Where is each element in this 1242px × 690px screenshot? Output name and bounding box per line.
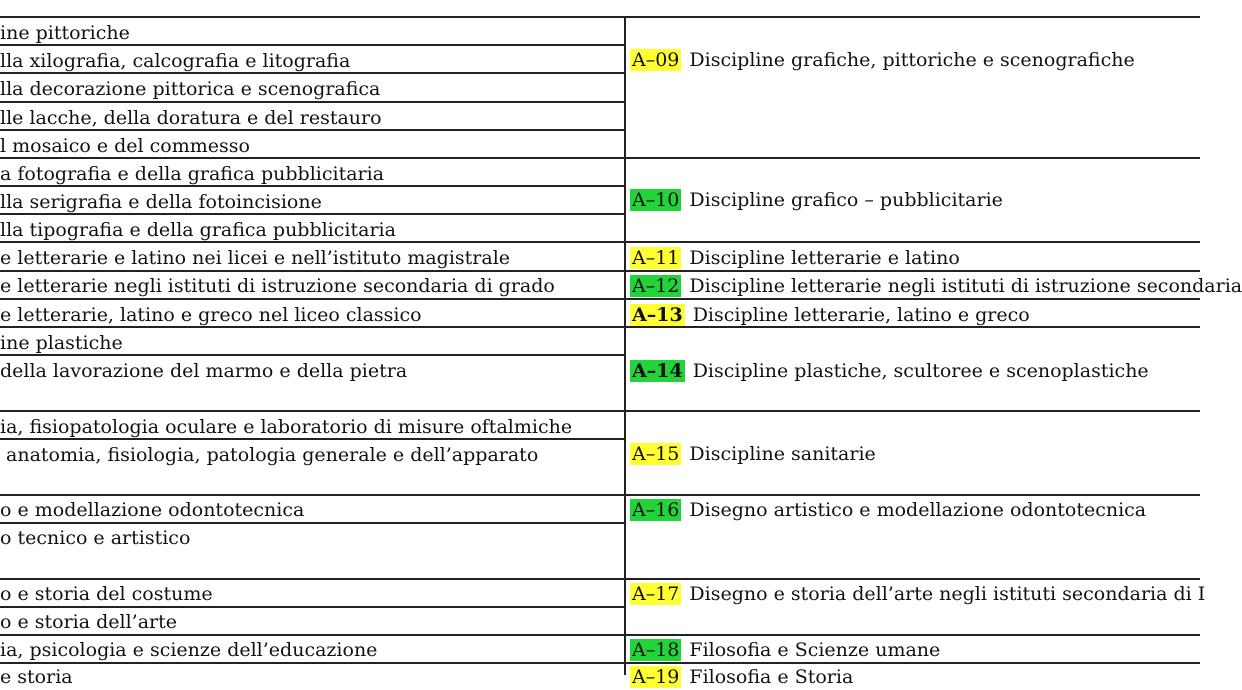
class-code: A–14: [632, 360, 683, 382]
column-divider: [624, 16, 626, 675]
left-row: o tecnico e artistico: [0, 527, 191, 549]
class-label: Discipline plastiche, scultoree e scenoplastiche: [692, 360, 1149, 382]
class-entry-a19: [630, 664, 1200, 690]
left-row: lla xilografia, calcografia e litografia: [0, 50, 351, 72]
left-row: o e modellazione odontotecnica: [0, 499, 305, 521]
left-row: e letterarie e latino nei licei e nell’istituto magistrale: [0, 247, 511, 269]
left-row: lla decorazione pittorica e scenografica: [0, 78, 381, 100]
class-code: A–17: [632, 583, 680, 605]
class-entry-a15: [630, 441, 1200, 467]
class-entry-a10: [630, 187, 1200, 213]
left-row: lle lacche, della doratura e del restauro: [0, 107, 382, 129]
class-code: A–13: [632, 304, 683, 326]
left-row: o e storia del costume: [0, 583, 213, 605]
class-entry-a13: [630, 302, 1200, 328]
left-row: ia, psicologia e scienze dell’educazione: [0, 639, 378, 661]
class-entry-a14: [630, 358, 1200, 384]
group-line: [0, 494, 1200, 496]
left-row: ia, fisiopatologia oculare e laboratorio di misure oftalmiche: [0, 416, 573, 438]
class-code: A–10: [632, 189, 680, 211]
left-row: della lavorazione del marmo e della pietra: [0, 360, 408, 382]
left-row: e letterarie, latino e greco nel liceo classico: [0, 304, 422, 326]
left-row: a fotografia e della grafica pubblicitaria: [0, 163, 385, 185]
left-row: anatomia, fisiologia, patologia generale e dell’apparato: [6, 444, 539, 466]
class-code: A–15: [632, 443, 680, 465]
group-line: [0, 578, 1200, 580]
class-entry-a17: [630, 581, 1206, 607]
class-label: Filosofia e Scienze umane: [689, 639, 941, 661]
class-label: Disegno e storia dell’arte negli istituti secondaria di I: [689, 583, 1206, 605]
left-row: l mosaico e del commesso: [0, 135, 250, 157]
class-label: Disegno artistico e modellazione odontotecnica: [689, 499, 1147, 521]
class-code: A–16: [632, 499, 680, 521]
class-label: Discipline letterarie e latino: [689, 247, 960, 269]
left-row: lla serigrafia e della fotoincisione: [0, 191, 322, 213]
class-label: Discipline grafiche, pittoriche e scenografiche: [689, 49, 1135, 71]
class-entry-a11: [630, 245, 1200, 271]
class-code: A–09: [632, 49, 680, 71]
class-code: A–11: [632, 247, 680, 269]
class-entry-a12: [630, 273, 1242, 299]
left-row: ine plastiche: [0, 332, 123, 354]
left-row: ine pittoriche: [0, 22, 130, 44]
left-row: e storia: [0, 666, 73, 688]
class-label: Discipline grafico – pubblicitarie: [689, 189, 1003, 211]
class-entry-a18: [630, 637, 1200, 663]
class-label: Discipline letterarie negli istituti di istruzione secondaria: [689, 275, 1242, 297]
class-label: Discipline sanitarie: [689, 443, 876, 465]
class-code: A–19: [632, 666, 680, 688]
class-entry-a09: [630, 47, 1200, 73]
table-border-top: [0, 16, 1200, 18]
class-entry-a16: [630, 497, 1200, 523]
class-label: Filosofia e Storia: [689, 666, 854, 688]
class-code: A–18: [632, 639, 680, 661]
class-label: Discipline letterarie, latino e greco: [692, 304, 1030, 326]
group-line: [0, 410, 1200, 412]
left-row: lla tipografia e della grafica pubblicitaria: [0, 219, 396, 241]
left-row: e letterarie negli istituti di istruzione secondaria di grado: [0, 275, 555, 297]
left-row: o e storia dell’arte: [0, 611, 178, 633]
class-code: A–12: [632, 275, 680, 297]
